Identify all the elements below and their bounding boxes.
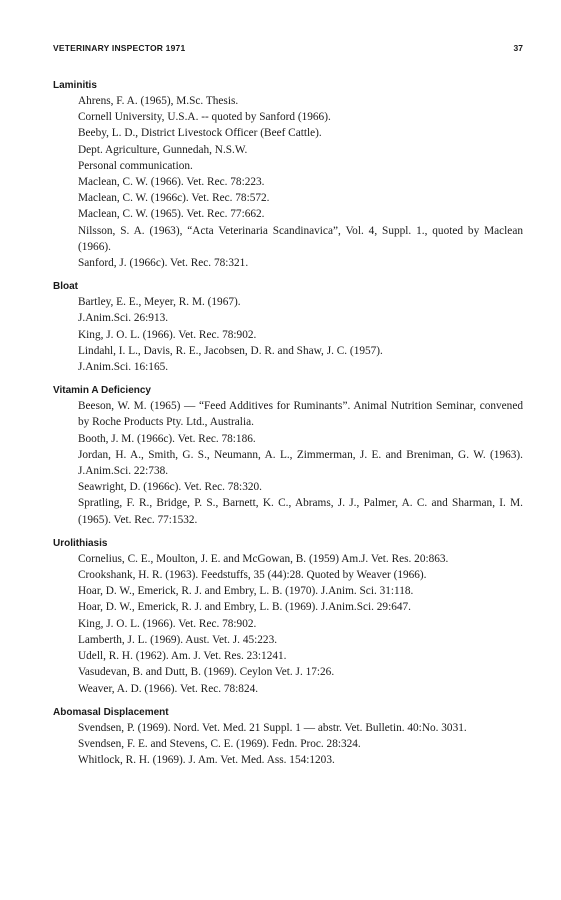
section-urolithiasis [53,536,523,697]
section-vitamin-a-deficiency [53,383,523,528]
reference-entry: Nilsson, S. A. (1963), “Acta Veterinaria Scandinavica”, Vol. 4, Suppl. 1., quoted by Maclean (1966). [78,224,523,253]
reference-entry: Weaver, A. D. (1966). Vet. Rec. 78:824. [78,682,259,695]
page-number: 37 [513,43,523,53]
section-heading: Urolithiasis [53,537,108,549]
reference-entry: Hoar, D. W., Emerick, R. J. and Embry, L. B. (1970). J.Anim. Sci. 31:118. [78,585,414,598]
section-heading: Laminitis [53,80,97,91]
reference-entry: Maclean, C. W. (1966). Vet. Rec. 78:223. [78,176,265,189]
reference-entry: Maclean, C. W. (1965). Vet. Rec. 77:662. [78,208,265,221]
reference-entry: Maclean, C. W. (1966c). Vet. Rec. 78:572. [78,192,270,205]
reference-entry: King, J. O. L. (1966). Vet. Rec. 78:902. [78,328,257,341]
reference-entry: Spratling, F. R., Bridge, P. S., Barnett, K. C., Abrams, J. J., Palmer, A. C. and Sharman, I. M. (1965). Vet. Rec. 77:1532. [78,497,523,526]
reference-entry: Whitlock, R. H. (1969). J. Am. Vet. Med. Ass. 154:1203. [78,754,335,767]
reference-entries [53,294,523,375]
reference-entry: Bartley, E. E., Meyer, R. M. (1967). [78,296,241,309]
journal-title: VETERINARY INSPECTOR 1971 [53,43,186,53]
reference-entry: Cornell University, U.S.A. -- quoted by Sanford (1966). [78,111,331,124]
reference-entries [53,93,523,271]
reference-entries [53,398,523,528]
reference-entry: Dept. Agriculture, Gunnedah, N.S.W. [78,143,248,156]
reference-entry: J.Anim.Sci. 26:913. [78,312,169,325]
section-laminitis [53,78,523,271]
section-heading: Abomasal Displacement [53,706,169,718]
reference-entry: Lamberth, J. L. (1969). Aust. Vet. J. 45:223. [78,633,278,646]
reference-entry: Beeby, L. D., District Livestock Officer (Beef Cattle). [78,127,322,140]
reference-entry: Sanford, J. (1966c). Vet. Rec. 78:321. [78,257,249,270]
reference-entry: Hoar, D. W., Emerick, R. J. and Embry, L. B. (1969). J.Anim.Sci. 29:647. [78,601,411,614]
section-abomasal-displacement [53,705,523,769]
reference-entry: Lindahl, I. L., Davis, R. E., Jacobsen, D. R. and Shaw, J. C. (1957). [78,344,383,357]
reference-entry: J.Anim.Sci. 16:165. [78,361,169,374]
section-heading: Vitamin A Deficiency [53,385,151,397]
reference-entry: Jordan, H. A., Smith, G. S., Neumann, A. L., Zimmerman, J. E. and Breniman, G. W. (1963). J.Anim.Sci. 22:738. [78,448,523,478]
reference-entry: Svendsen, F. E. and Stevens, C. E. (1969). Fedn. Proc. 28:324. [78,737,361,750]
reference-list [53,78,523,768]
reference-entries [53,720,523,769]
section-heading: Bloat [53,281,78,293]
running-header [53,43,523,57]
section-bloat [53,279,523,375]
reference-entry: Booth, J. M. (1966c). Vet. Rec. 78:186. [78,432,256,445]
reference-entry: Ahrens, F. A. (1965), M.Sc. Thesis. [78,95,239,107]
reference-entry: Personal communication. [78,159,193,172]
reference-entry: Beeson, W. M. (1965) — “Feed Additives for Ruminants”. Animal Nutrition Seminar, convened by Roche Products Pty. Ltd., Australia. [78,400,523,429]
reference-entries [53,551,523,697]
reference-entry: Seawright, D. (1966c). Vet. Rec. 78:320. [78,481,262,494]
reference-entry: King, J. O. L. (1966). Vet. Rec. 78:902. [78,617,257,630]
reference-entry: Vasudevan, B. and Dutt, B. (1969). Ceylon Vet. J. 17:26. [78,666,335,679]
reference-entry: Crookshank, H. R. (1963). Feedstuffs, 35 (44):28. Quoted by Weaver (1966). [78,569,427,582]
reference-entry: Cornelius, C. E., Moulton, J. E. and McGowan, B. (1959) Am.J. Vet. Res. 20:863. [78,552,449,565]
reference-entry: Svendsen, P. (1969). Nord. Vet. Med. 21 Suppl. 1 — abstr. Vet. Bulletin. 40:No. 3031. [78,721,467,734]
reference-entry: Udell, R. H. (1962). Am. J. Vet. Res. 23:1241. [78,650,287,663]
